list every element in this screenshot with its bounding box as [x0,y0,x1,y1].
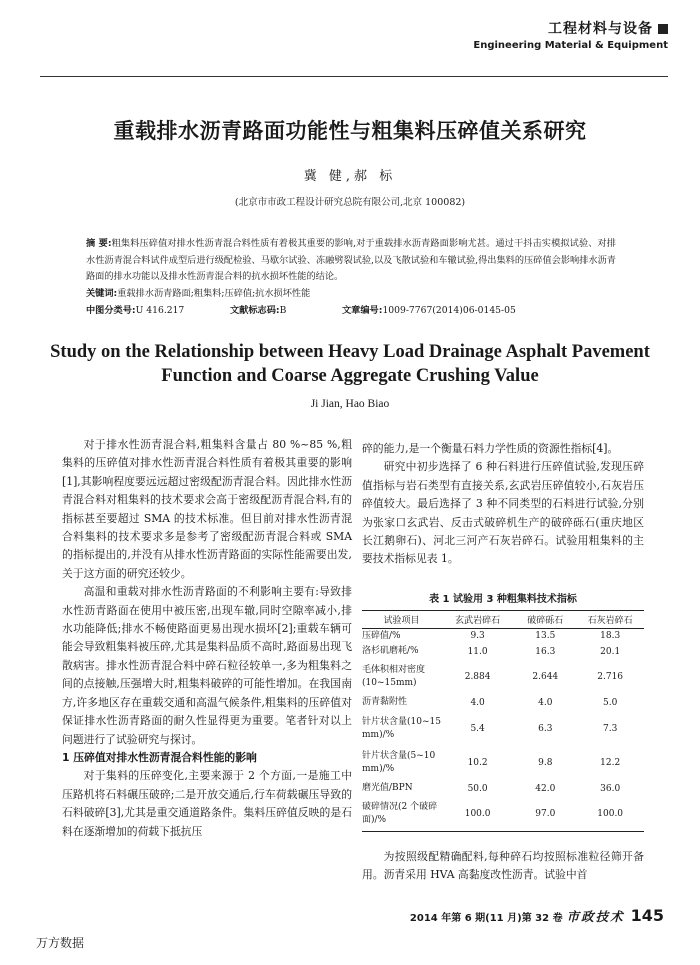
article-number: 文章编号:1009-7767(2014)06-0145-05 [342,305,516,316]
table-cell: 42.0 [535,783,556,794]
table-cell: 破碎情况(2 个破碎面)/% [362,798,441,832]
section1-paragraph-1: 对于集料的压碎变化,主要来源于 2 个方面,一是施工中压路机将石料碾压破碎;二是开放交通后,行车荷载碾压导致的石料破碎[3],尤其是重交通道路条件。集料压碎值反映的是石料在逐渐增加的荷载下抵抗压 [62,769,352,838]
table-cell: 5.4 [470,723,485,734]
section-square-icon [658,24,668,34]
table-cell: 2.716 [597,671,624,682]
table-cell: 5.0 [602,697,618,708]
table-row [362,694,644,712]
table-cell: 针片状含量(5~10 mm)/% [362,750,436,774]
table-cell: 7.3 [602,723,618,734]
table-cell: 16.3 [535,646,556,657]
intro-paragraph-2: 高温和重载对排水性沥青路面的不利影响主要有:导致排水性沥青路面在使用中被压密,出现车辙,同时空隙率减小,排水功能降低;排水不畅使路面更易出现水损坏[2];重载车辆可能会导致粗集料被压碎,尤其是集料品质不高时,路面易出现飞散病害。排水性沥青混合料中碎石粒径较单一,多为粗集料之间的点接触,压强增大时,粗集料破碎的可能性增加。在我国南方,许多地区存在重载交通和高温气候条件,粗集料的压碎值对保证排水性沥青路面的耐久性显得更为重要。笔者针对以上问题进行了试验研究与探讨。 [62,585,352,746]
authors-cn: 冀 健,郝 标 [303,169,397,184]
table-cell: 97.0 [514,798,576,832]
right-column [362,440,644,569]
table-cell: 36.0 [600,783,621,794]
table-header-cell: 破碎砾石 [514,611,576,629]
table-cell: 100.0 [576,798,644,832]
right-paragraph-3: 为按照级配精确配料,每种碎石均按照标准粒径筛开备用。沥青采用 HVA 高黏度改性沥青。试验中首 [362,850,644,882]
abstract-text: 粗集料压碎值对排水性沥青混合料性质有着极其重要的影响,对于重载排水沥青路面影响尤甚。通过干抖击实模拟试验、对排水性沥青混合料试件成型后进行级配检验、马歇尔试验、冻融劈裂试验,以及飞散试验和车辙试验,得出集料的压碎值会影响排水沥青路面的排水功能以及排水性沥青混合料的抗水损坏性能的结论。 [86,238,616,282]
table-cell: 毛体积相对密度(10~15mm) [362,664,426,688]
table-cell: 4.0 [538,697,553,708]
table-cell: 9.3 [470,631,485,642]
table-cell: 13.5 [535,631,556,642]
table-header-cell: 石灰岩碎石 [576,611,644,629]
table-row [362,644,644,660]
table-cell: 4.0 [470,697,485,708]
section-heading-1: 1 压碎值对排水性沥青混合料性能的影响 [62,750,257,764]
header-rule [40,76,668,77]
table-row [362,798,644,832]
table-row [362,629,644,644]
table-cell: 100.0 [441,798,514,832]
watermark: 万方数据 [36,936,85,950]
left-column [62,436,352,841]
right-paragraph-1: 碎的能力,是一个衡量石料力学性质的资源性指标[4]。 [362,442,619,455]
issue-info: 2014 年第 6 期(11 月)第 32 卷 [409,913,563,924]
section-header [473,18,668,51]
page-number: 145 [630,906,664,925]
table-cell: 6.3 [538,723,553,734]
clc-number: 中图分类号:U 416.217 [86,305,185,316]
abstract-label: 摘 要: [86,238,112,249]
keywords-text: 重载排水沥青路面;粗集料;压碎值;抗水损坏性能 [117,287,311,299]
journal-name: 市政技术 [566,909,625,924]
aggregate-table [362,610,644,832]
table-cell: 9.8 [538,757,553,768]
table-cell: 2.884 [464,671,491,682]
authors-en: Ji Jian, Hao Biao [310,398,390,410]
table-header-cell: 玄武岩碎石 [441,611,514,629]
table-row [362,780,644,798]
keywords-label: 关键词: [86,287,118,299]
paper-title-cn: 重载排水沥青路面功能性与粗集料压碎值关系研究 [113,119,587,143]
table-caption: 表 1 试验用 3 种粗集料技术指标 [429,594,577,605]
table-row [362,746,644,780]
right-paragraph-2: 研究中初步选择了 6 种石料进行压碎值试验,发现压碎值指标与岩石类型有直接关系,玄武岩压碎值较小,石灰岩压碎值较大。最后选择了 3 种不同类型的石料进行试验,分别为张家口玄武岩、反击式破碎机生产的破碎砾石(重庆地区长江鹅卵石)、河北三河产石灰岩碎石。试验用粗集料的主要技术指标见表 1。 [362,460,644,566]
table-cell: 沥青黏附性 [362,697,408,707]
table-cell: 50.0 [467,783,488,794]
table-header-cell: 试验项目 [362,611,441,629]
table-cell: 10.2 [467,757,488,768]
section-title-cn: 工程材料与设备 [473,18,668,38]
table-cell: 洛杉矶磨耗/% [362,646,419,656]
section-title-en: Engineering Material & Equipment [473,40,668,51]
abstract-block [86,236,616,302]
table-cell: 磨光值/BPN [362,783,413,793]
intro-paragraph-1: 对于排水性沥青混合料,粗集料含量占 80 %~85 %,粗集料的压碎值对排水性沥青混合料性质有着极其重要的影响[1],其影响程度要远远超过密级配沥青混合料。因此排水性沥青混合料对粗集料的技术要求会高于密级配沥青混合料,有的指标甚至要超过 SMA 的技术标准。但目前对排水性沥青混合料集料的技术要求多是参考了密级配沥青混合料或 SMA 的指标提出的,并没有从排水性沥青路面的实际性能需要出发,关于这方面的研究还较少。 [62,438,352,580]
table-cell: 压碎值/% [362,630,401,641]
table-row [362,660,644,694]
table-cell: 20.1 [600,646,621,657]
document-code: 文献标志码:B [230,305,287,316]
table-cell: 11.0 [467,646,488,657]
paper-title-en: Study on the Relationship between Heavy Load Drainage Asphalt Pavement Function and Coarse Aggregate Crushing Value [50,342,650,386]
table-cell: 针片状含量(10~15 mm)/% [362,716,441,740]
page-footer [410,906,664,925]
table-cell: 12.2 [600,757,621,768]
table-cell: 2.644 [532,671,559,682]
right-column-bottom [362,848,644,885]
affiliation: (北京市市政工程设计研究总院有限公司,北京 100082) [234,197,466,208]
table-header-row [362,611,644,629]
table-cell: 18.3 [600,631,621,642]
table-row [362,712,644,746]
